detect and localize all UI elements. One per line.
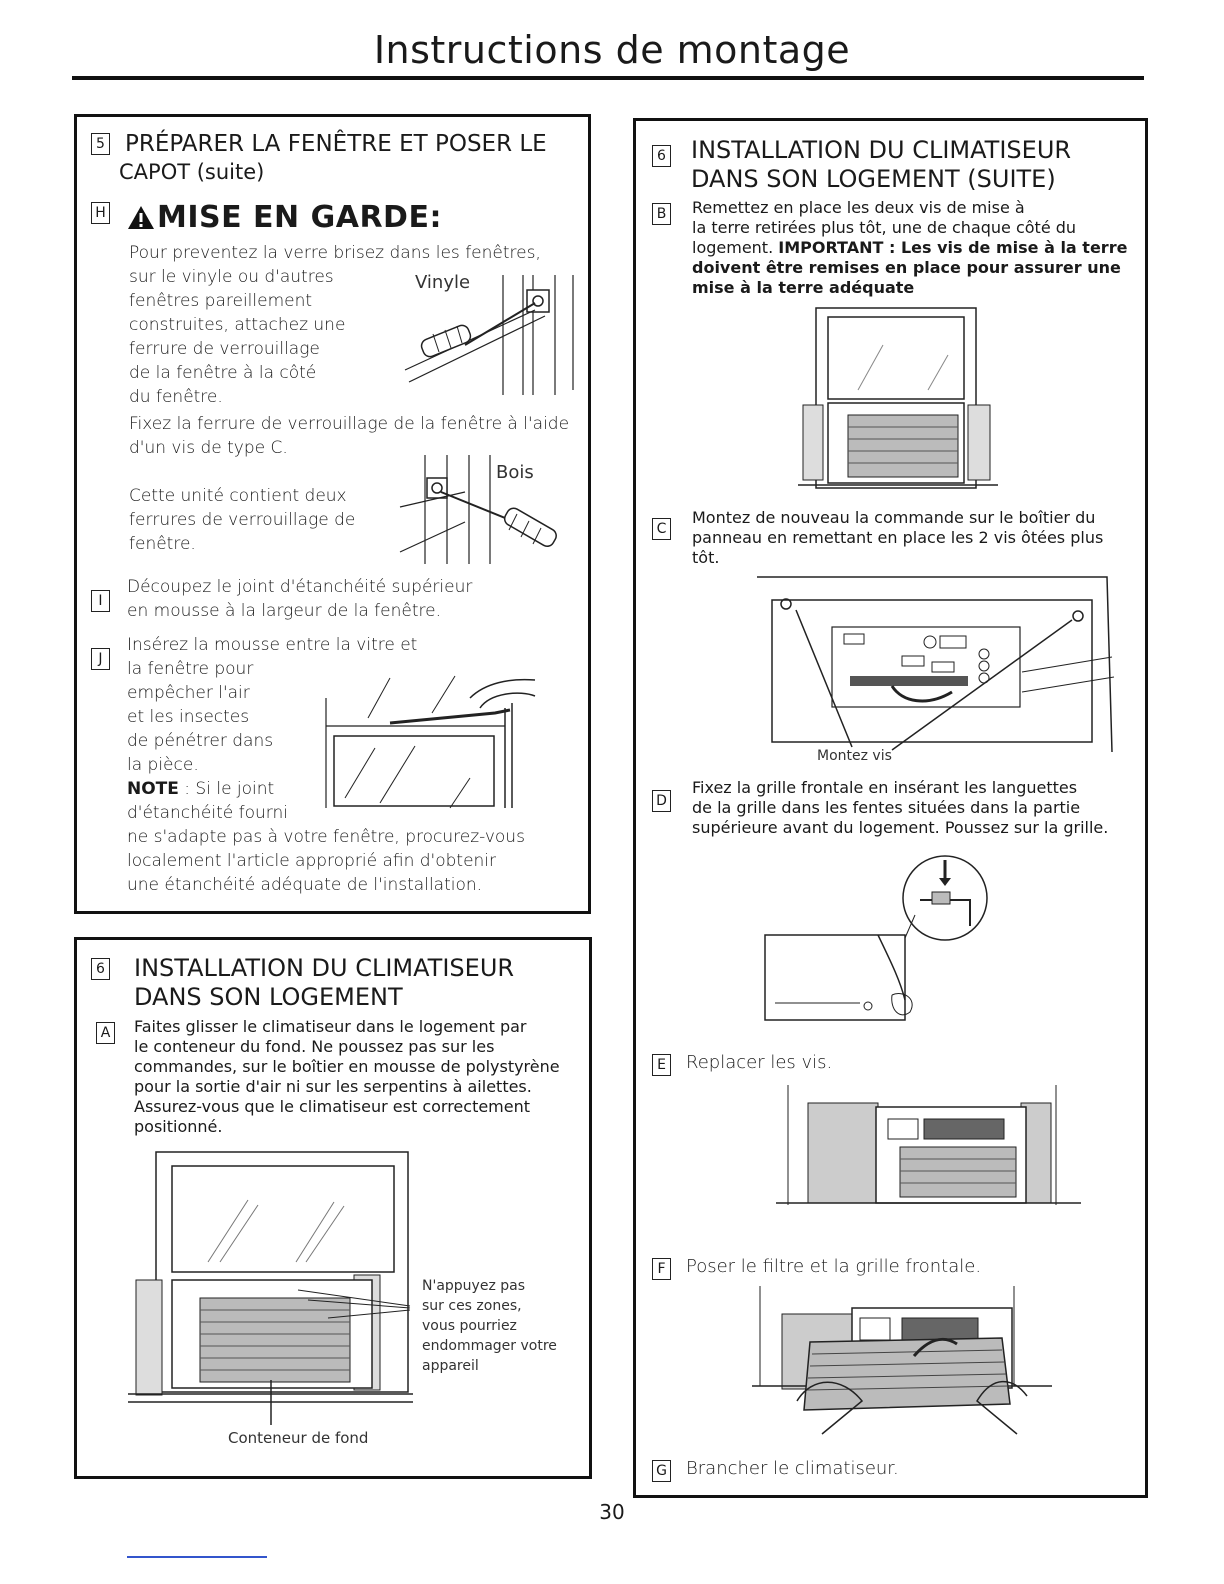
step-j-line: la fenêtre pour [127,659,254,679]
callout-line: appareil [422,1358,479,1374]
note-line-2: d'étanchéité fourni [127,803,288,823]
step-f-text: Poser le filtre et la grille frontale. [686,1256,982,1277]
note-label: NOTE [127,779,179,799]
section-6-title-line2: DANS SON LOGEMENT [134,983,403,1011]
fix-line-2: d'un vis de type C. [129,438,288,458]
step-i-letter: I [91,590,110,612]
step-e-letter: E [652,1054,671,1076]
warning-line: construites, attachez une [129,315,346,335]
step-b-line: la terre retirées plus tôt, une de chaque côté du [692,218,1077,237]
step-j-bottom-line: ne s'adapte pas à votre fenêtre, procurez-vous [127,827,525,847]
wood-label: Bois [496,462,534,483]
warning-line-1: Pour preventez la verre brisez dans les fenêtres, [129,243,541,263]
step-b-bold-line: doivent être remises en place pour assurer une [692,258,1121,277]
warning-line: du fenêtre. [129,387,223,407]
step-j-bottom-line: localement l'article approprié afin d'obtenir [127,851,497,871]
section-6-continued-title-line2: DANS SON LOGEMENT (SUITE) [691,165,1056,193]
warning-line: sur le vinyle ou d'autres [129,267,334,287]
step-d-letter: D [652,790,671,812]
step-b-line: Remettez en place les deux vis de mise à [692,198,1025,217]
step-d-line: supérieure avant du logement. Poussez sur la grille. [692,818,1109,837]
step-d-line: de la grille dans les fentes situées dans la partie [692,798,1081,817]
foam-seal-illustration [320,668,540,813]
install-filter-grille-illustration [752,1286,1052,1436]
title-rule [72,76,1144,80]
step-b-bold-line: mise à la terre adéquate [692,278,915,297]
warning-triangle-icon [127,205,155,230]
air-conditioner-install-illustration [128,1150,413,1425]
step-a-line: pour la sortie d'air ni sur les serpentins à ailettes. [134,1077,532,1096]
callout-line: endommager votre [422,1338,557,1354]
step-d-line: Fixez la grille frontale en insérant les languettes [692,778,1078,797]
page-title: Instructions de montage [373,28,851,72]
step-b-letter: B [652,203,671,225]
bottom-container-label: Conteneur de fond [228,1429,369,1447]
step-b-text [692,198,1127,298]
section-6-title: INSTALLATION DU CLIMATISEUR [134,954,515,982]
unit-line: fenêtre. [129,534,196,554]
step-a-line: Faites glisser le climatiseur dans le logement par [134,1017,527,1036]
unit-lines [129,484,355,556]
step-a-line: Assurez-vous que le climatiseur est correctement [134,1097,531,1116]
grounding-screws-illustration [798,305,998,495]
step-j-letter: J [91,648,110,670]
replace-screws-illustration [776,1085,1081,1215]
fix-line-1: Fixez la ferrure de verrouillage de la fenêtre à l'aide [129,414,570,434]
callout-line: N'appuyez pas [422,1278,526,1294]
step-a-line: le conteneur du fond. Ne poussez pas sur les [134,1037,495,1056]
control-panel-illustration [752,572,1122,762]
step-g-text: Brancher le climatiseur. [686,1458,899,1479]
step-a-letter: A [96,1022,115,1044]
section-5-title: PRÉPARER LA FENÊTRE ET POSER LE [125,131,547,157]
section-5-title-line2: CAPOT (suite) [119,160,265,184]
vinyl-window-lock-illustration [395,270,585,400]
vinyl-label: Vinyle [415,272,471,293]
warning-title: MISE EN GARDE: [157,200,442,235]
step-f-letter: F [652,1258,671,1280]
step-j-bottom-line: une étanchéité adéquate de l'installation. [127,875,483,895]
step-c-line: panneau en remettant en place les 2 vis ôtées plus [692,528,1104,547]
step-c-line: Montez de nouveau la commande sur le boîtier du [692,508,1096,527]
unit-line: ferrures de verrouillage de [129,510,356,530]
step-j-line: et les insectes [127,707,250,727]
unit-line: Cette unité contient deux [129,486,347,506]
step-i-text [127,575,472,623]
page-number: 30 [599,1500,625,1524]
step-i-line: Découpez le joint d'étanchéité supérieur [127,577,473,597]
warning-line: de la fenêtre à la côté [129,363,317,383]
section-6-number: 6 [91,958,110,980]
step-j-line: la pièce. [127,755,199,775]
bottom-link-underline [127,1556,267,1558]
step-c-text [692,508,1103,568]
step-h-letter: H [91,202,110,224]
step-c-line: tôt. [692,548,720,567]
screw-label: Montez vis [817,748,892,764]
step-b-important: IMPORTANT : Les vis de mise à la terre [778,238,1128,257]
step-e-text: Replacer les vis. [686,1052,833,1073]
callout-text [422,1276,557,1376]
section-6-continued-number: 6 [652,145,671,167]
step-a-line: positionné. [134,1117,223,1136]
step-g-letter: G [652,1460,671,1482]
front-grille-insertion-illustration [760,850,995,1030]
section-5-number: 5 [91,133,110,155]
step-a-text [134,1017,560,1137]
step-b-plain: logement. [692,238,779,257]
warning-line: fenêtres pareillement [129,291,313,311]
note-text: : Si le joint [178,779,275,799]
step-c-letter: C [652,518,671,540]
wood-window-lock-illustration [395,452,570,567]
callout-line: vous pourriez [422,1318,517,1334]
step-d-text [692,778,1108,838]
step-a-line: commandes, sur le boîtier en mousse de polystyrène [134,1057,560,1076]
warning-lines-left [129,265,345,409]
step-j-line: Insérez la mousse entre la vitre et [127,635,418,655]
step-i-line: en mousse à la largeur de la fenêtre. [127,601,441,621]
section-6-continued-title: INSTALLATION DU CLIMATISEUR [691,136,1072,164]
step-b-line-3 [692,238,1127,258]
step-j-line: de pénétrer dans [127,731,274,751]
callout-line: sur ces zones, [422,1298,522,1314]
warning-line: ferrure de verrouillage [129,339,320,359]
step-j-line: empêcher l'air [127,683,250,703]
